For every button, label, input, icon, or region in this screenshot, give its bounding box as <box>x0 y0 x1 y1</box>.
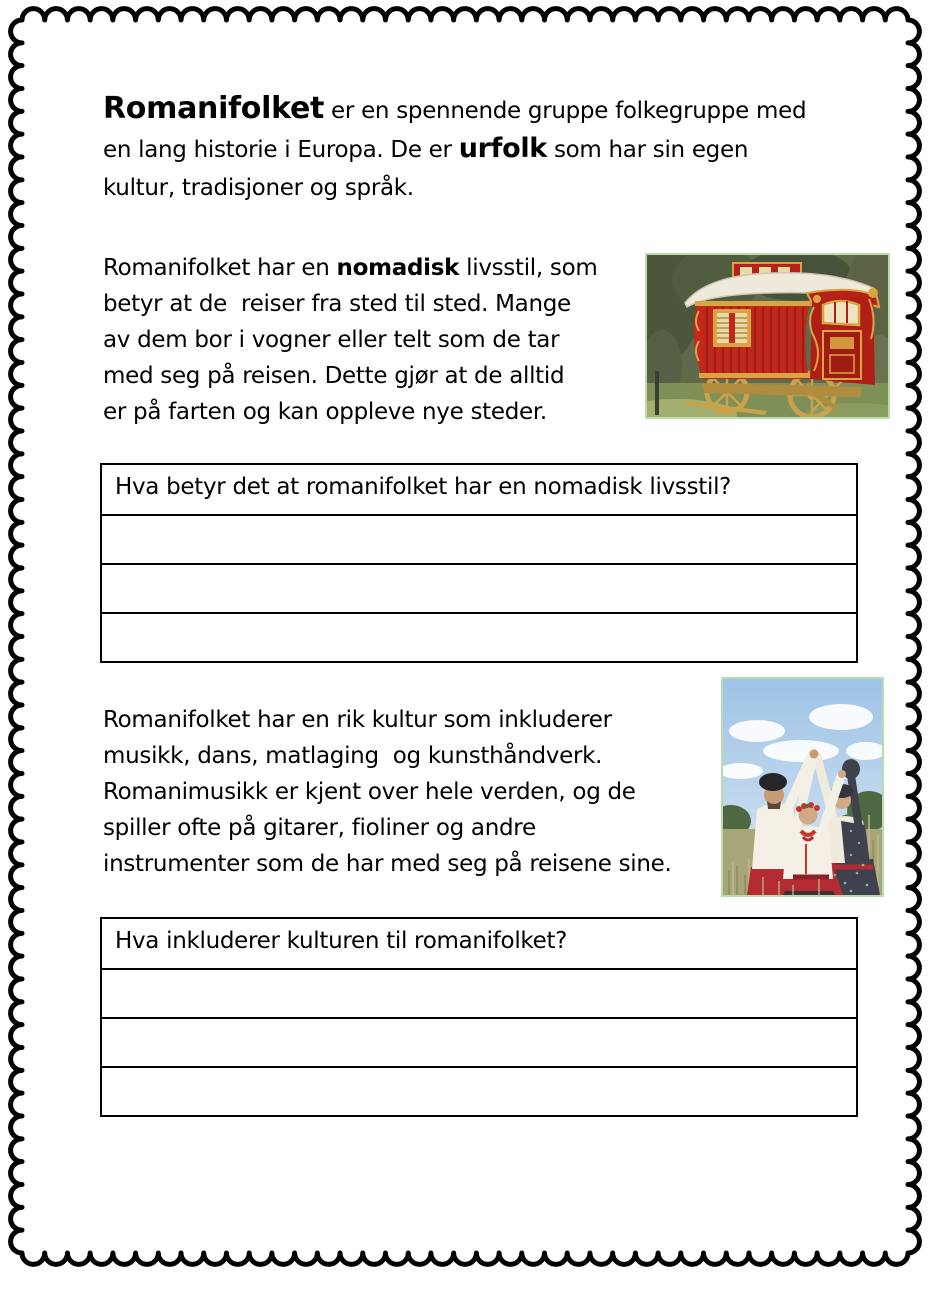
text-line: betyr at de reiser fra sted til sted. Mange <box>103 291 571 317</box>
text-line: Romanifolket har en rik kultur som inkluderer <box>103 707 612 733</box>
text-line: Romanimusikk er kjent over hele verden, og de <box>103 779 636 805</box>
question-box-culture <box>100 917 858 1117</box>
wagon-illustration <box>647 255 888 417</box>
answer-row[interactable] <box>102 968 856 1017</box>
text-line: spiller ofte på gitarer, fioliner og andre <box>103 815 536 841</box>
question-box-nomadic <box>100 463 858 663</box>
answer-row[interactable] <box>102 514 856 563</box>
text-line: er på farten og kan oppleve nye steder. <box>103 399 547 425</box>
text-line: Romanifolket har en nomadisk livsstil, som <box>103 255 598 281</box>
text-line: kultur, tradisjoner og språk. <box>103 175 414 201</box>
question-row <box>102 465 856 514</box>
text-line: en lang historie i Europa. De er urfolk som har sin egen <box>103 133 749 164</box>
answer-row[interactable] <box>102 1066 856 1115</box>
dancers-photo <box>721 677 884 897</box>
text-line: Romanifolket er en spennende gruppe folkegruppe med <box>103 91 807 126</box>
intro-paragraph <box>103 90 806 207</box>
question-row <box>102 919 856 968</box>
culture-paragraph <box>103 702 672 882</box>
nomadic-paragraph <box>103 250 597 430</box>
answer-row[interactable] <box>102 612 856 661</box>
answer-row[interactable] <box>102 1017 856 1066</box>
question-text: Hva betyr det at romanifolket har en nomadisk livsstil? <box>115 474 732 500</box>
text-line: musikk, dans, matlaging og kunsthåndverk. <box>103 743 603 769</box>
text-line: instrumenter som de har med seg på reisene sine. <box>103 851 672 877</box>
question-text: Hva inkluderer kulturen til romanifolket? <box>115 928 568 954</box>
dancers-illustration <box>723 679 882 895</box>
wagon-photo <box>645 253 890 419</box>
answer-row[interactable] <box>102 563 856 612</box>
text-line: med seg på reisen. Dette gjør at de alltid <box>103 363 565 389</box>
text-line: av dem bor i vogner eller telt som de tar <box>103 327 560 353</box>
